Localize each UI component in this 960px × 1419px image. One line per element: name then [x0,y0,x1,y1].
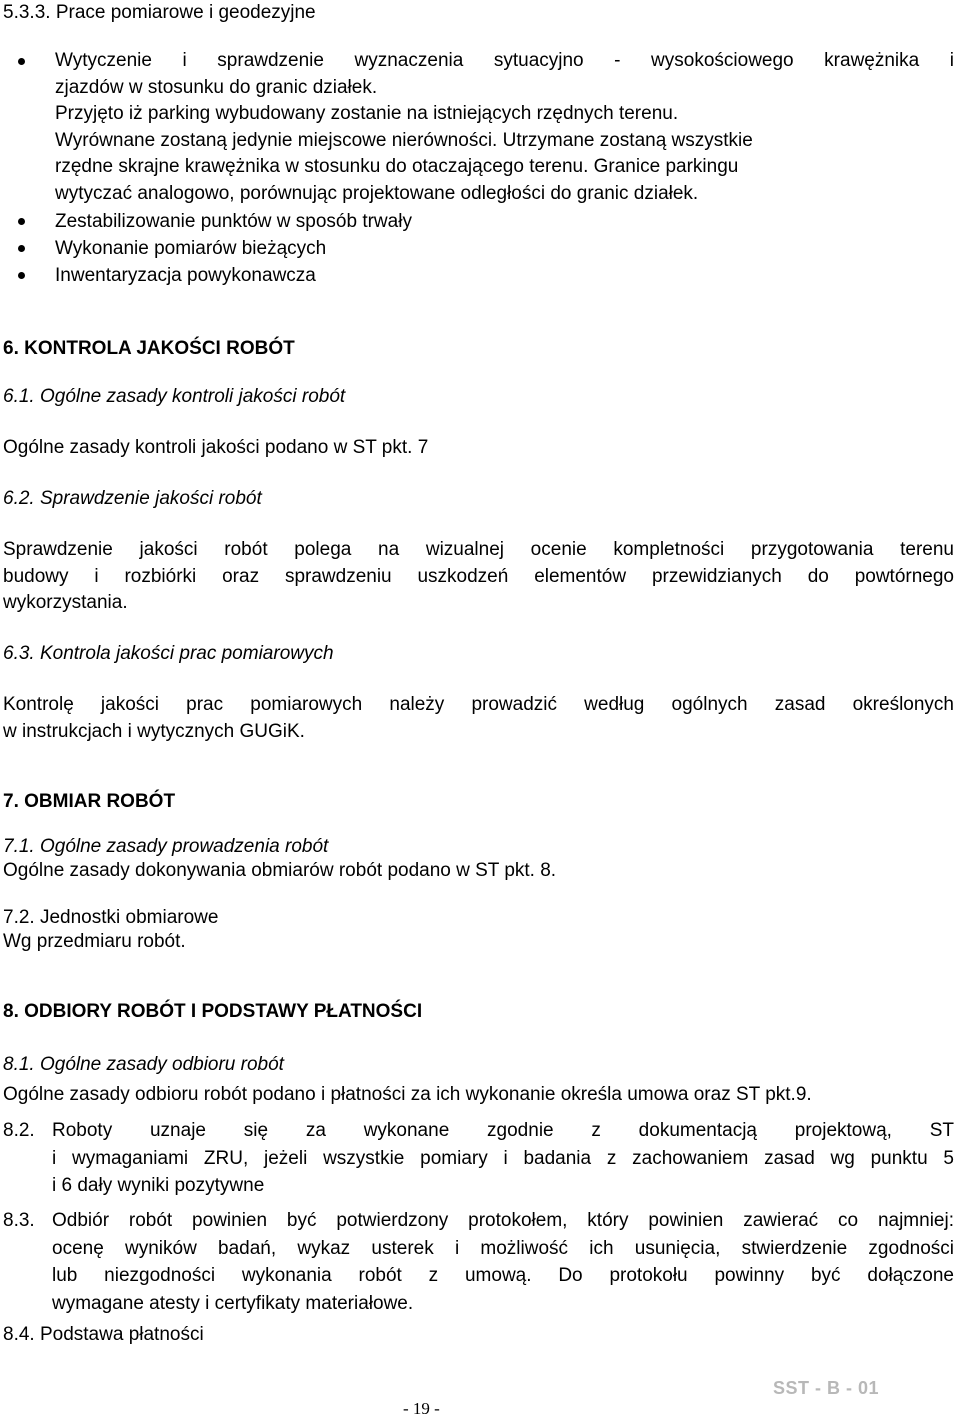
numbered-item-8-2 [3,1117,954,1200]
document-code: SST - B - 01 [773,1378,880,1398]
section-heading-6: 6. KONTROLA JAKOŚCI ROBÓT [3,338,295,359]
numbered-item-8-3 [3,1207,954,1317]
item-line: wymagane atesty i certyfikaty materiałowe. [52,1292,414,1314]
paragraph-line: w instrukcjach i wytycznych GUGiK. [3,720,305,742]
item-line: Roboty uznaje się za wykonane zgodnie z dokumentacją projektową, ST [52,1120,954,1141]
page-number: - 19 - [403,1399,440,1418]
paragraph-line: budowy i rozbiórki oraz sprawdzeniu uszkodzeń elementów przewidzianych do powtórnego [3,565,954,587]
section-heading-5-3-3: 5.3.3. Prace pomiarowe i geodezyjne [3,2,316,23]
subsection-heading-6-3: 6.3. Kontrola jakości prac pomiarowych [3,643,334,664]
bullet-line: Wytyczenie i sprawdzenie wyznaczenia sytuacyjno - wysokościowego krawężnika i [55,50,954,71]
paragraph-line: Kontrolę jakości prac pomiarowych należy prowadzić według ogólnych zasad określonych [3,694,954,715]
section-heading-7: 7. OBMIAR ROBÓT [3,791,176,812]
paragraph-6-1: Ogólne zasady kontroli jakości podano w ST pkt. 7 [3,437,429,458]
bullet-line: Przyjęto iż parking wybudowany zostanie na istniejących rzędnych terenu. [55,103,679,125]
subsection-heading-6-1: 6.1. Ogólne zasady kontroli jakości robót [3,386,346,407]
bullet-item-pomiary: Wykonanie pomiarów bieżących [18,235,954,262]
bullet-line: zjazdów w stosunku do granic działek. [55,76,378,98]
bullet-item-inwentaryzacja: Inwentaryzacja powykonawcza [18,262,954,289]
bullet-list [18,48,954,289]
item-line: Odbiór robót powinien być potwierdzony protokołem, który powinien zawierać co najmniej: [52,1210,954,1231]
item-line: ocenę wyników badań, wykaz usterek i możliwość ich usunięcia, stwierdzenie zgodności [52,1237,954,1259]
subsection-heading-8-4: 8.4. Podstawa płatności [3,1324,204,1345]
paragraph-6-3 [3,692,954,745]
bullet-item-wytyczenie [18,48,954,208]
paragraph-7-2: Wg przedmiaru robót. [3,931,186,952]
paragraph-8-1: Ogólne zasady odbioru robót podano i płatności za ich wykonanie określa umowa oraz ST pkt.9. [3,1084,812,1105]
subsection-heading-7-1: 7.1. Ogólne zasady prowadzenia robót [3,836,329,857]
item-number: 8.2. [3,1120,35,1141]
subsection-heading-7-2: 7.2. Jednostki obmiarowe [3,907,219,928]
section-heading-8: 8. ODBIORY ROBÓT I PODSTAWY PŁATNOŚCI [3,1001,423,1022]
bullet-line: rzędne skrajne krawężnika w stosunku do otaczającego terenu. Granice parkingu [55,156,739,178]
paragraph-6-2 [3,537,954,617]
paragraph-line: Sprawdzenie jakości robót polega na wizualnej ocenie kompletności przygotowania terenu [3,539,954,560]
bullet-line: Wyrównane zostaną jedynie miejscowe nierówności. Utrzymane zostaną wszystkie [55,129,753,151]
subsection-heading-8-1: 8.1. Ogólne zasady odbioru robót [3,1054,284,1075]
subsection-heading-6-2: 6.2. Sprawdzenie jakości robót [3,488,262,509]
bullet-item-zestabilizowanie: Zestabilizowanie punktów w sposób trwały [18,208,954,235]
paragraph-7-1: Ogólne zasady dokonywania obmiarów robót podano w ST pkt. 8. [3,860,557,881]
item-number: 8.3. [3,1210,35,1231]
item-line: lub niezgodności wykonania robót z umową. Do protokołu powinny być dołączone [52,1265,954,1286]
item-line: i 6 dały wyniki pozytywne [52,1175,265,1196]
bullet-line: wytyczać analogowo, porównując projektowane odległości do granic działek. [55,182,699,204]
paragraph-line: wykorzystania. [3,592,128,614]
item-line: i wymaganiami ZRU, jeżeli wszystkie pomiary i badania z zachowaniem zasad wg punktu 5 [52,1147,954,1169]
